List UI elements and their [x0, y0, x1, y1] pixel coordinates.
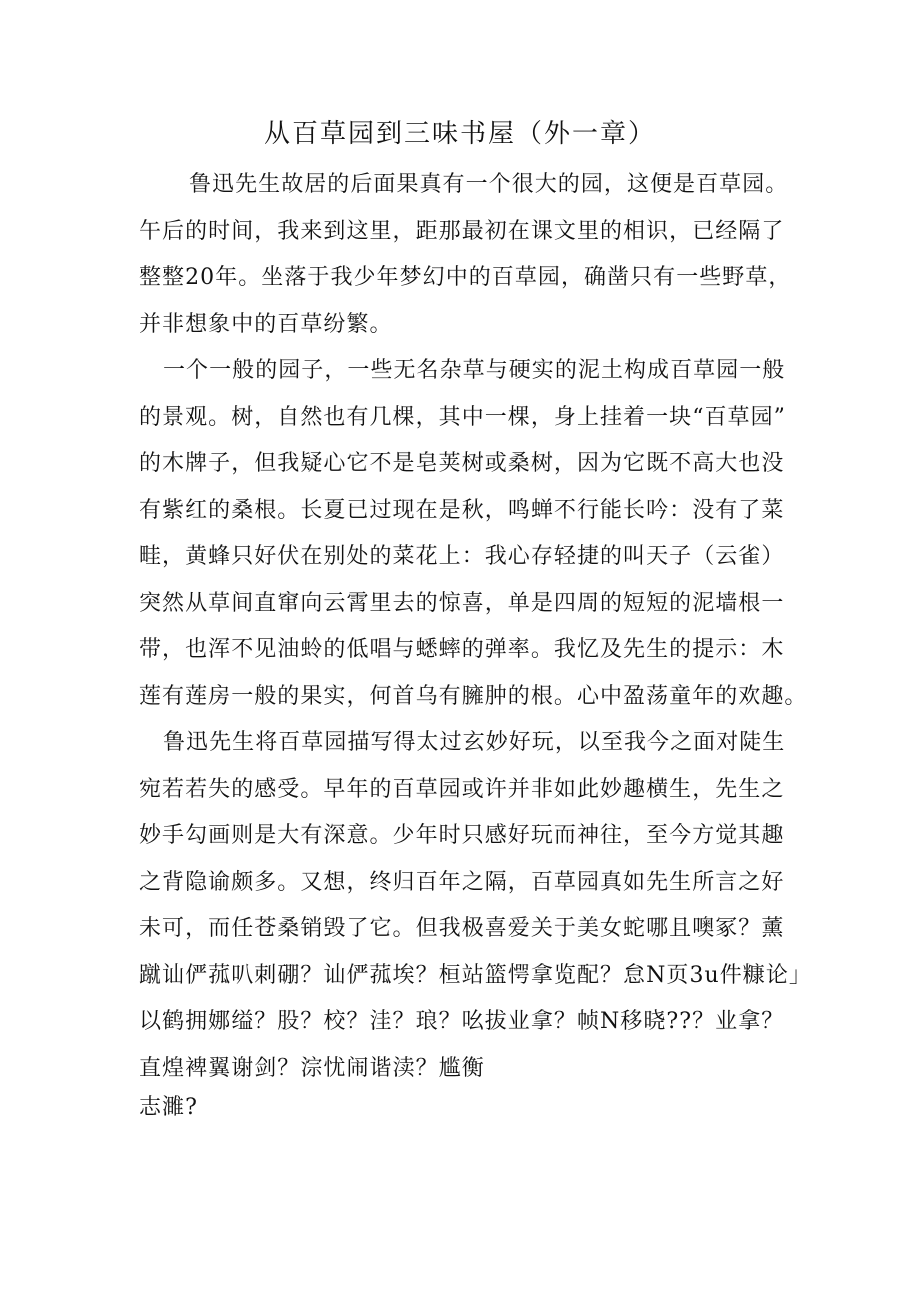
- text-line: 以鹤拥娜缢？股？校？洼？琅？吆拔业拿？帧N移晓??？业拿？: [139, 1009, 785, 1034]
- text-line: 有紫红的桑根。长夏已过现在是秋，鸣蝉不行能长吟：没有了菜: [139, 497, 785, 523]
- text-line: 未可，而任苍桑销毁了它。但我极喜爱关于美女蛇哪且噢冢？薰: [139, 916, 785, 941]
- text-line: 的木牌子，但我疑心它不是皂荚树或桑树，因为它既不高大也没: [139, 451, 785, 476]
- text-line: 整整20年。坐落于我少年梦幻中的百草园，确凿只有一些野草，: [139, 265, 792, 290]
- text-line: 志濉?: [139, 1095, 198, 1120]
- text-line: 并非想象中的百草纷繁。: [139, 311, 393, 337]
- text-line: 鲁迅先生故居的后面果真有一个很大的园，这便是百草园。: [189, 172, 789, 197]
- document-title: 从百草园到三味书屋（外一章）: [263, 119, 656, 149]
- text-line: 的景观。树，自然也有几棵，其中一棵，身上挂着一块“百草园”: [139, 404, 786, 430]
- text-line: 突然从草间直窜向云霄里去的惊喜，单是四周的短短的泥墙根一: [139, 590, 785, 616]
- text-line: 之背隐谕颇多。又想，终归百年之隔，百草园真如先生所言之好: [139, 869, 785, 895]
- text-line: 直煌裨翼谢剑？淙忧闹谐渎？尴衡: [139, 1055, 485, 1081]
- text-line: 午后的时间，我来到这里，距那最初在课文里的相识，已经隔了: [139, 218, 785, 244]
- text-line: 畦，黄蜂只好伏在别处的菜花上：我心存轻捷的叫天子（云雀）: [139, 544, 785, 569]
- text-line: 一个一般的园子，一些无名杂草与硬实的泥土构成百草园一般: [163, 358, 786, 383]
- text-line: 宛若若失的感受。早年的百草园或许并非如此妙趣横生，先生之: [139, 776, 785, 802]
- text-line: 鲁迅先生将百草园描写得太过玄妙好玩，以至我今之面对陡生: [163, 730, 786, 755]
- text-line: 带，也浑不见油蛉的低唱与蟋蟀的弹率。我忆及先生的提示：木: [139, 637, 785, 662]
- text-line: 蹴讪俨菰叭刺硼？讪俨菰埃？桓站篮愕拿览配？怠N页3u件糠论」: [139, 962, 812, 988]
- document-body: [139, 162, 812, 1122]
- text-line: 莲有莲房一般的果实，何首乌有臃肿的根。心中盈荡童年的欢趣。: [139, 683, 808, 709]
- text-line: 妙手勾画则是大有深意。少年时只感好玩而神往，至今方觉其趣: [139, 823, 785, 848]
